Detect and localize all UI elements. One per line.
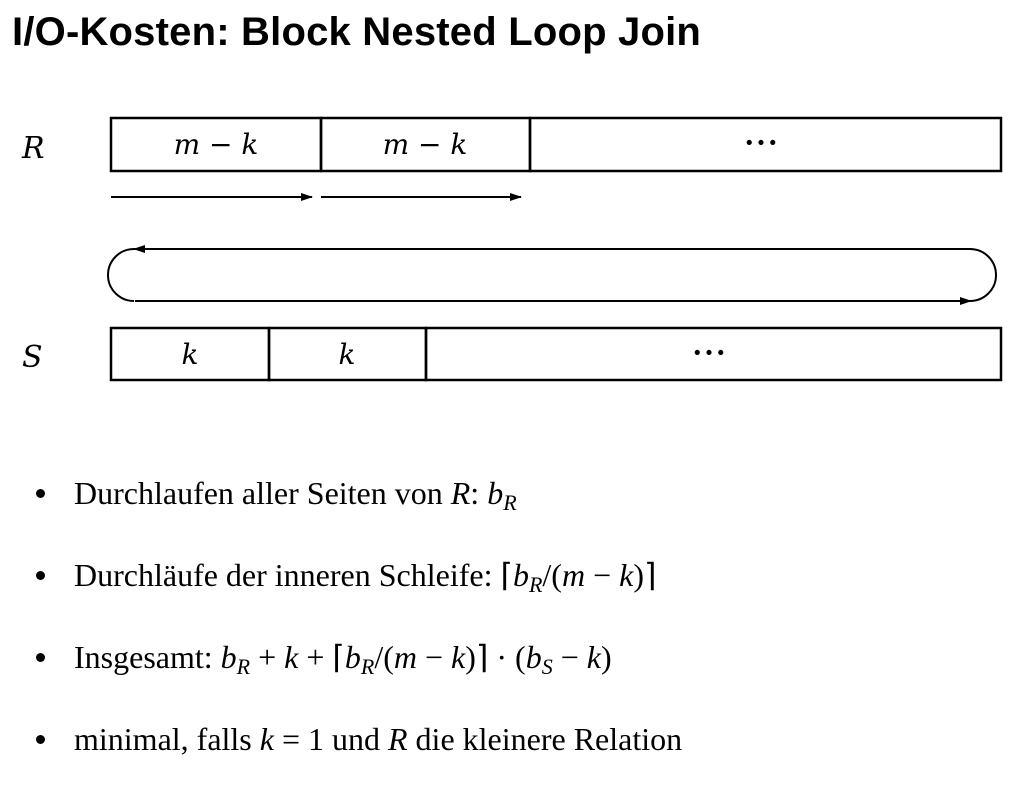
bullet-text-inner-loop-passes: Durchläufe der inneren Schleife: $⌈b_R/(m$ − k)⌉	[74, 557, 657, 597]
inner-loop-return-arc	[108, 249, 134, 301]
bullet-dot-icon	[36, 735, 45, 744]
relation-r-label: R	[22, 131, 45, 166]
relation-r-ellipsis: ···	[744, 126, 780, 159]
bullet-text-total-cost: Insgesamt: $b_R + k$ + $⌈b_R/(m$ − k)⌉ · $(b_S - k)$	[74, 639, 612, 679]
bullet-total-cost	[36, 634, 1006, 716]
relation-s-ellipsis: ···	[692, 336, 728, 369]
relation-r-block-1-label: m − k	[173, 128, 259, 161]
relation-s-label: S	[22, 340, 43, 375]
relation-s-block-1-label: k	[181, 338, 199, 371]
relation-s-block-2-label: k	[338, 338, 356, 371]
bullet-text-minimal-condition: minimal, falls k = 1 und R die kleinere Relation	[74, 721, 683, 757]
inner-loop-arrowhead	[960, 297, 972, 305]
slide-title: I/O-Kosten: Block Nested Loop Join	[12, 10, 702, 54]
bullet-inner-loop-passes	[36, 552, 1006, 634]
relation-s-row	[111, 328, 1001, 380]
relation-r-block-2-label: m − k	[382, 128, 468, 161]
cost-bullet-list	[36, 470, 1006, 798]
bullet-minimal-condition	[36, 716, 1006, 798]
bullet-dot-icon	[36, 489, 45, 498]
bullet-dot-icon	[36, 653, 45, 662]
bullet-scan-r	[36, 470, 1006, 552]
inner-loop-arrow	[134, 249, 996, 301]
bullet-text-scan-r: Durchlaufen aller Seiten von R: $b_R$	[74, 475, 517, 515]
bullet-dot-icon	[36, 571, 45, 580]
